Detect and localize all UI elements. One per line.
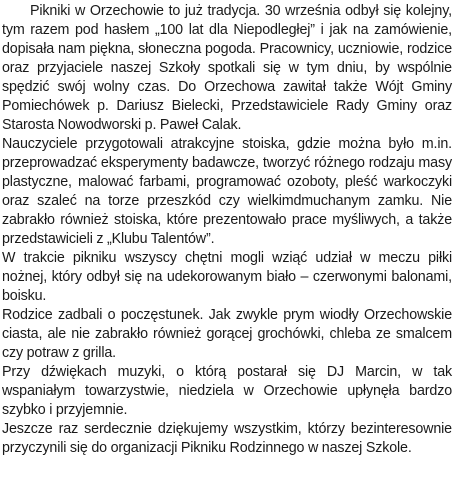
paragraph-food: Rodzice zadbali o poczęstunek. Jak zwykle prym wiodły Orzechowskie ciasta, ale nie zabrakło również gorącej grochówki, chleba ze smalcem czy potraw z grilla. xyxy=(2,307,452,361)
paragraph-thanks: Jeszcze raz serdecznie dziękujemy wszystkim, którzy bezinteresownie przyczynili się do organizacji Pikniku Rodzinnego w naszej Szkole. xyxy=(2,421,452,456)
paragraph-intro: Pikniki w Orzechowie to już tradycja. 30 września odbył się kolejny, tym razem pod hasłem „100 lat dla Niepodległej” i jak na zamówienie, dopisała nam piękna, słoneczna pogoda. Pracownicy, uczniowie, rodzice oraz przyjaciele naszej Szkoły spotkali się w tym dniu, by wspólnie spędzić swój wolny czas. Do Orzechowa zawitał także Wójt Gminy Pomiechówek p. Dariusz Bielecki, Przedstawiciele Rady Gminy oraz Starosta Nowodworski p. Paweł Calak. xyxy=(2,3,452,133)
paragraph-music: Przy dźwiękach muzyki, o którą postarał się DJ Marcin, w tak wspaniałym towarzystwie, niedziela w Orzechowie upłynęła bardzo szybko i przyjemnie. xyxy=(2,364,452,418)
paragraph-stands: Nauczyciele przygotowali atrakcyjne stoiska, gdzie można było m.in. przeprowadzać eksperymenty badawcze, tworzyć różnego rodzaju masy plastyczne, malować farbami, programować ozoboty, pleść warkoczyki oraz szaleć na torze przeszkód czy wielkimdmuchanym zamku. Nie zabrakło również stoiska, które prezentowało prace myśliwych, a także przedstawicieli z „Klubu Talentów”. xyxy=(2,136,452,247)
article-body xyxy=(2,2,452,458)
paragraph-football: W trakcie pikniku wszyscy chętni mogli wziąć udział w meczu piłki nożnej, który odbył się na udekorowanym biało – czerwonymi balonami, boisku. xyxy=(2,250,452,304)
